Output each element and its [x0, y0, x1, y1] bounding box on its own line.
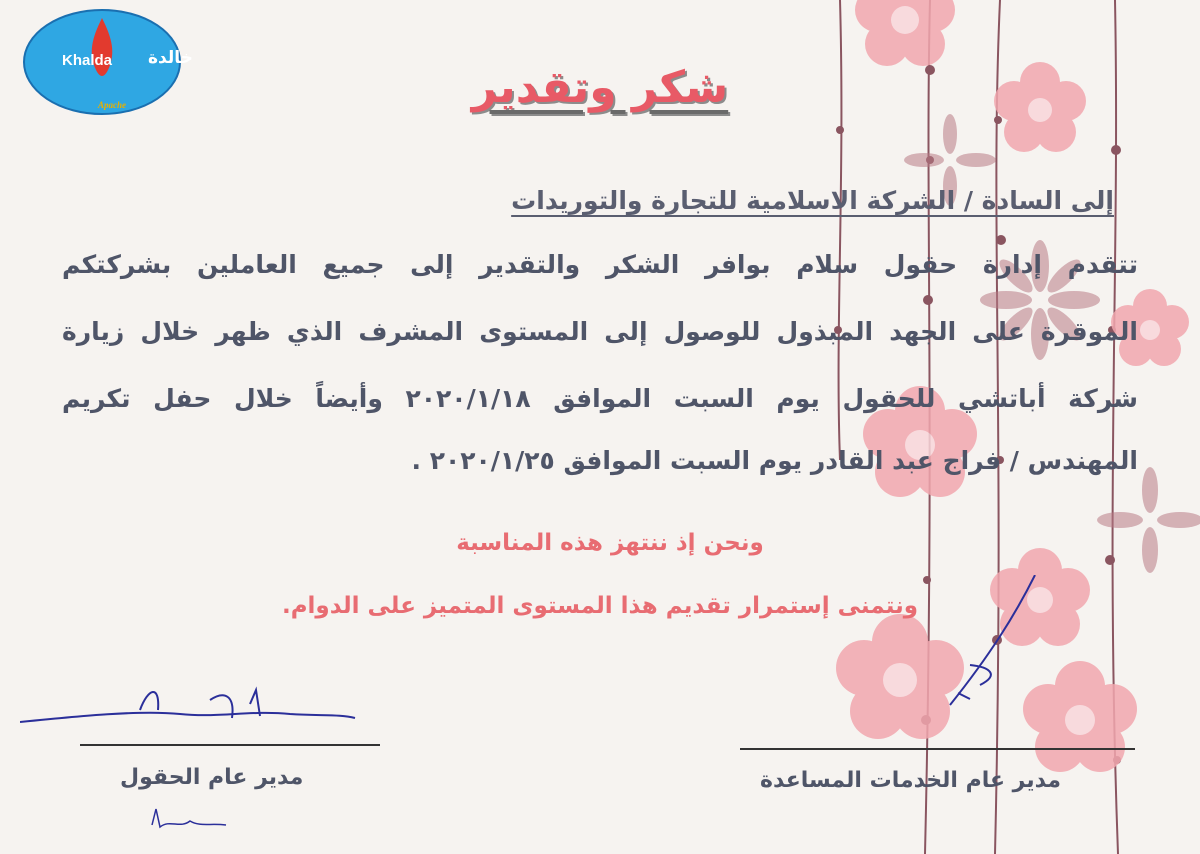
left-signature-line: [80, 744, 380, 746]
khalda-logo: [22, 8, 193, 116]
recipient-line: إلى السادة / الشركة الاسلامية للتجارة والتوريدات: [511, 186, 1114, 215]
right-signature-scribble: [930, 575, 1040, 715]
logo-name-en: Khalda: [62, 52, 113, 69]
body-line-2: الموقرة على الجهد المبذول للوصول إلى المستوى المشرف الذي ظهر خلال زيارة: [62, 317, 1138, 346]
body-line-4: المهندس / فراج عبد القادر يوم السبت الموافق ٢٠٢٠/١/٢٥ .: [411, 446, 1138, 475]
body-line-3: شركة أباتشي للحقول يوم السبت الموافق ٢٠٢٠/١/١٨ وأيضاً خلال حفل تكريم: [62, 384, 1138, 413]
closing-line-1: ونحن إذ ننتهز هذه المناسبة: [456, 530, 764, 556]
left-signature-label: مدير عام الحقول: [120, 765, 304, 790]
certificate-title: شكر وتقدير: [471, 62, 729, 113]
left-initial-scribble: [150, 805, 230, 835]
logo-name-ar: خالدة: [148, 48, 193, 68]
right-signature-label: مدير عام الخدمات المساعدة: [760, 768, 1061, 793]
body-line-1: تتقدم إدارة حقول سلام بوافر الشكر والتقدير إلى جميع العاملين بشركتكم: [62, 250, 1138, 279]
logo-subtitle: Apache: [98, 100, 126, 110]
closing-line-2: ونتمنى إستمرار تقديم هذا المستوى المتميز على الدوام.: [281, 593, 919, 619]
right-signature-line: [740, 748, 1135, 750]
left-signature-scribble: [20, 680, 360, 740]
